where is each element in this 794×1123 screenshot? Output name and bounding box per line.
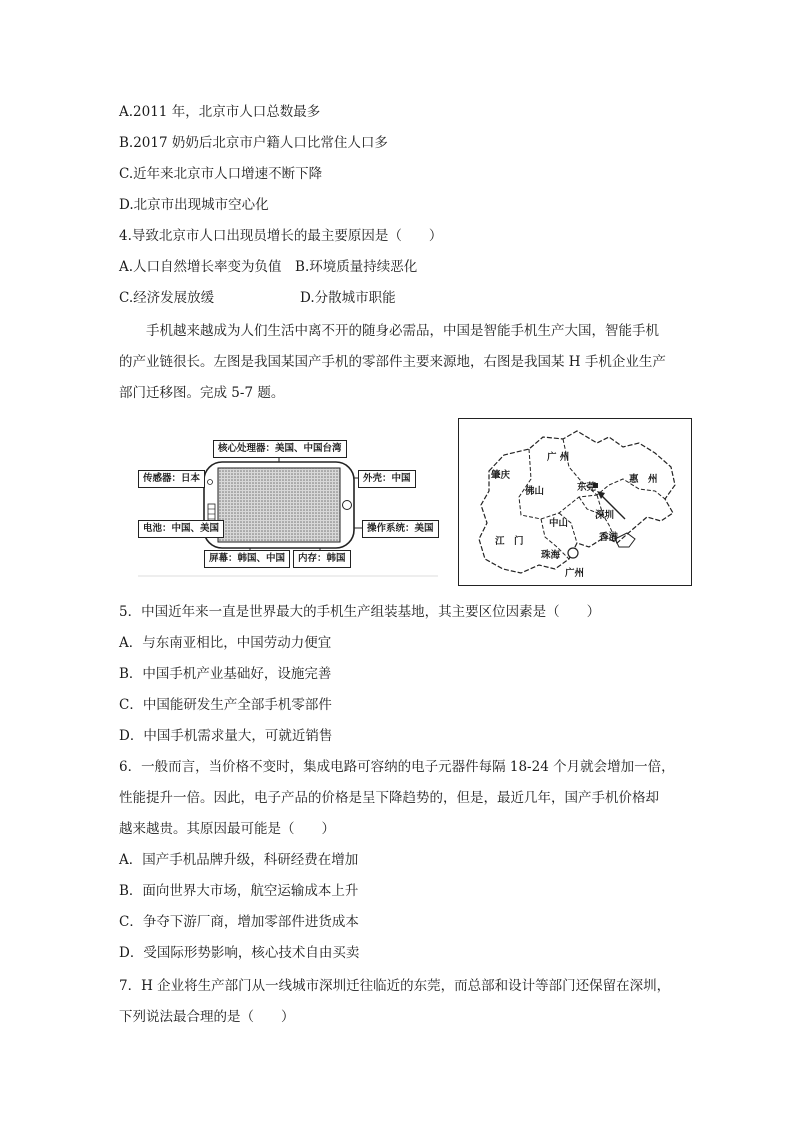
map-label-shenzhen: 深圳	[595, 510, 615, 521]
q4-option-d: D.分散城市职能	[300, 290, 396, 306]
q6-option-c: C．争夺下游厂商，增加零部件进货成本	[119, 914, 359, 930]
q6-stem-1: 6．一般而言，当价格不变时，集成电路可容纳的电子元器件每隔 18-24 个月就会增加一倍，	[119, 759, 675, 775]
q3-option-b: B.2017 奶奶后北京市户籍人口比常住人口多	[119, 135, 388, 151]
map-label-dongguan: 东莞	[577, 482, 597, 493]
q5-option-a: A．与东南亚相比，中国劳动力便宜	[119, 635, 332, 651]
label-battery: 电池：中国、美国	[138, 520, 224, 538]
map-label-zhuhai: 珠海	[541, 550, 561, 561]
label-os: 操作系统：美国	[362, 520, 439, 538]
q6-stem-3: 越来越贵。其原因最可能是（ ）	[119, 821, 335, 837]
q5-option-b: B．中国手机产业基础好，设施完善	[119, 666, 332, 682]
map-label-foshan: 佛山	[525, 486, 545, 497]
map-label-jiangmen: 江 门	[495, 536, 524, 547]
q6-option-a: A．国产手机品牌升级，科研经费在增加	[119, 852, 359, 868]
map-illustration	[459, 419, 691, 585]
map-label-guangzhou: 广 州	[547, 452, 570, 463]
label-sensor: 传感器：日本	[138, 470, 205, 488]
figure-area	[138, 416, 698, 588]
q5-stem: 5．中国近年来一直是世界最大的手机生产组装基地，其主要区位因素是（ ）	[119, 604, 601, 620]
q4-options-ab: A.人口自然增长率变为负值 B.环境质量持续恶化	[119, 259, 418, 275]
q7-stem-2: 下列说法最合理的是（ ）	[119, 1009, 295, 1025]
intro-line-2: 的产业链很长。左图是我国某国产手机的零部件主要来源地，右图是我国某 H 手机企业生产	[119, 354, 666, 370]
q3-option-c: C.近年来北京市人口增速不断下降	[119, 166, 323, 182]
map-label-zhongshan: 中山	[549, 518, 569, 529]
map-label-zhaoqing: 肇庆	[491, 470, 511, 481]
q6-stem-2: 性能提升一倍。因此，电子产品的价格是呈下降趋势的，但是，最近几年，国产手机价格却	[119, 790, 659, 806]
intro-line-1: 手机越来越成为人们生活中离不开的随身必需品，中国是智能手机生产大国，智能手机	[146, 323, 659, 339]
label-shell: 外壳：中国	[358, 470, 416, 488]
q5-option-c: C．中国能研发生产全部手机零部件	[119, 697, 332, 713]
phone-diagram	[138, 416, 438, 588]
label-cpu: 核心处理器：美国、中国台湾	[213, 440, 347, 458]
q6-option-b: B．面向世界大市场，航空运输成本上升	[119, 883, 359, 899]
q5-option-d: D．中国手机需求量大，可就近销售	[119, 728, 333, 744]
map-diagram	[458, 418, 692, 586]
map-label-huizhou: 惠 州	[629, 474, 658, 485]
map-label-guangzhou-2: 广州	[565, 568, 585, 579]
q3-option-a: A.2011 年，北京市人口总数最多	[119, 104, 321, 120]
map-label-hongkong: 香港	[599, 532, 619, 543]
label-memory: 内存：韩国	[293, 550, 351, 568]
q6-option-d: D．受国际形势影响，核心技术自由买卖	[119, 945, 360, 961]
q7-stem-1: 7．H 企业将生产部门从一线城市深圳迁往临近的东莞，而总部和设计等部门还保留在深圳，	[119, 978, 671, 994]
q4-stem: 4.导致北京市人口出现员增长的最主要原因是（ ）	[119, 228, 443, 244]
q3-option-d: D.北京市出现城市空心化	[119, 197, 269, 213]
intro-line-3: 部门迁移图。完成 5-7 题。	[119, 385, 285, 401]
label-screen: 屏幕：韩国、中国	[204, 550, 290, 568]
q4-option-c: C.经济发展放缓	[119, 290, 215, 306]
